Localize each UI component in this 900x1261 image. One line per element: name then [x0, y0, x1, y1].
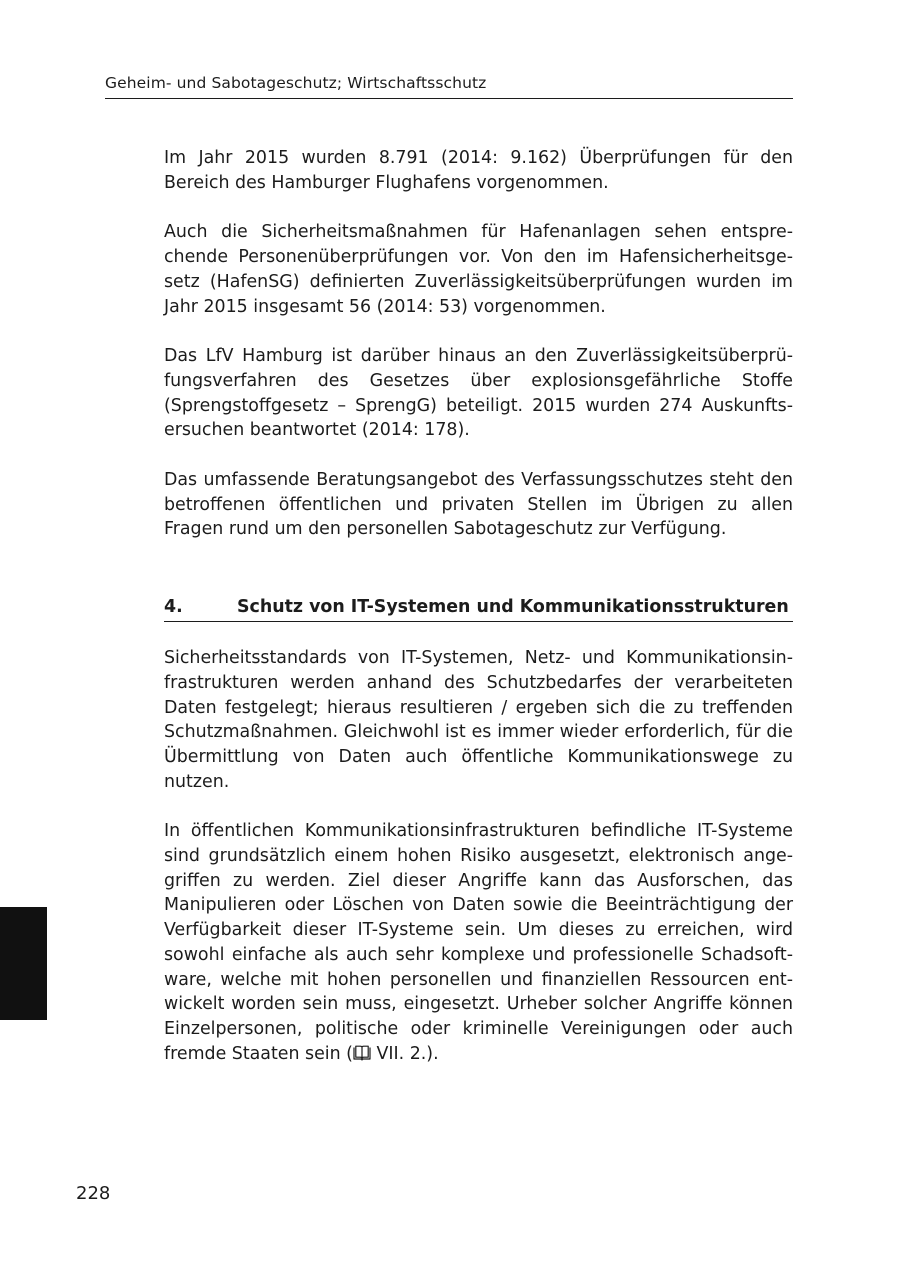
section-heading	[164, 595, 793, 622]
paragraph-security-standards: Sicherheitsstandards von IT-Systemen, Netz- und Kommunikationsinfrastrukturen werden anhand des Schutzbedarfes der verarbeiteten Daten festgelegt; hieraus resultieren / ergeben sich die zu treffenden Schutzmaßnahmen. Gleichwohl ist es immer wieder erforderlich, für die Übermittlung von Daten auch öffentliche Kommunikationswege zu nutzen.	[164, 648, 793, 792]
paragraph-cyber-risks-text: In öffentlichen Kommunikationsinfrastrukturen befindliche IT-Systeme sind grundsätzlich einem hohen Risiko ausgesetzt, elektronisch angegriffen zu werden. Ziel dieser Angriffe kann das Ausforschen, das Manipulieren oder Löschen von Daten sowie die Beeinträchtigung der Verfügbarkeit dieser IT-Systeme sein. Um dieses zu erreichen, wird sowohl einfache als auch sehr komplexe und professionelle Schadsoftware, welche mit hohen personellen und finanziellen Ressourcen entwickelt worden sein muss, eingesetzt. Urheber solcher Angriffe können Einzelpersonen, politische oder kriminelle Vereinigungen oder auch fremde Staaten sein (	[164, 821, 793, 1064]
chapter-tab-marker	[0, 907, 47, 1020]
cross-reference: VII. 2.).	[370, 1043, 439, 1064]
book-icon	[353, 1044, 371, 1060]
running-header: Geheim- und Sabotageschutz; Wirtschaftsschutz	[105, 74, 793, 99]
main-content	[164, 146, 793, 1091]
paragraph-advisory-service: Das umfassende Beratungsangebot des Verfassungsschutzes steht den betroffenen öffentlichen und privaten Stellen im Übrigen zu allen Fragen rund um den personellen Sabotageschutz zur Verfügung.	[164, 470, 793, 540]
page-number: 228	[76, 1183, 111, 1204]
paragraph-port-security: Auch die Sicherheitsmaßnahmen für Hafenanlagen sehen entsprechende Personenüberprüfungen vor. Von den im Hafensicherheitsgesetz (HafenSG) definierten Zuverlässigkeitsüberprüfungen wurden im Jahr 2015 insgesamt 56 (2014: 53) vorgenommen.	[164, 222, 793, 317]
paragraph-cyber-risks	[164, 819, 793, 1066]
paragraph-explosives-law: Das LfV Hamburg ist darüber hinaus an den Zuverlässigkeitsüberprüfungsverfahren des Gesetzes über explosionsgefährliche Stoffe (Sprengstoffgesetz – SprengG) beteiligt. 2015 wurden 274 Auskunftsersuchen beantwortet (2014: 178).	[164, 346, 793, 441]
paragraph-airport-checks: Im Jahr 2015 wurden 8.791 (2014: 9.162) Überprüfungen für den Bereich des Hamburger Flughafens vorgenommen.	[164, 148, 793, 193]
section-number: 4.	[164, 597, 183, 618]
section-title: Schutz von IT-Systemen und Kommunikationsstrukturen	[237, 597, 789, 618]
